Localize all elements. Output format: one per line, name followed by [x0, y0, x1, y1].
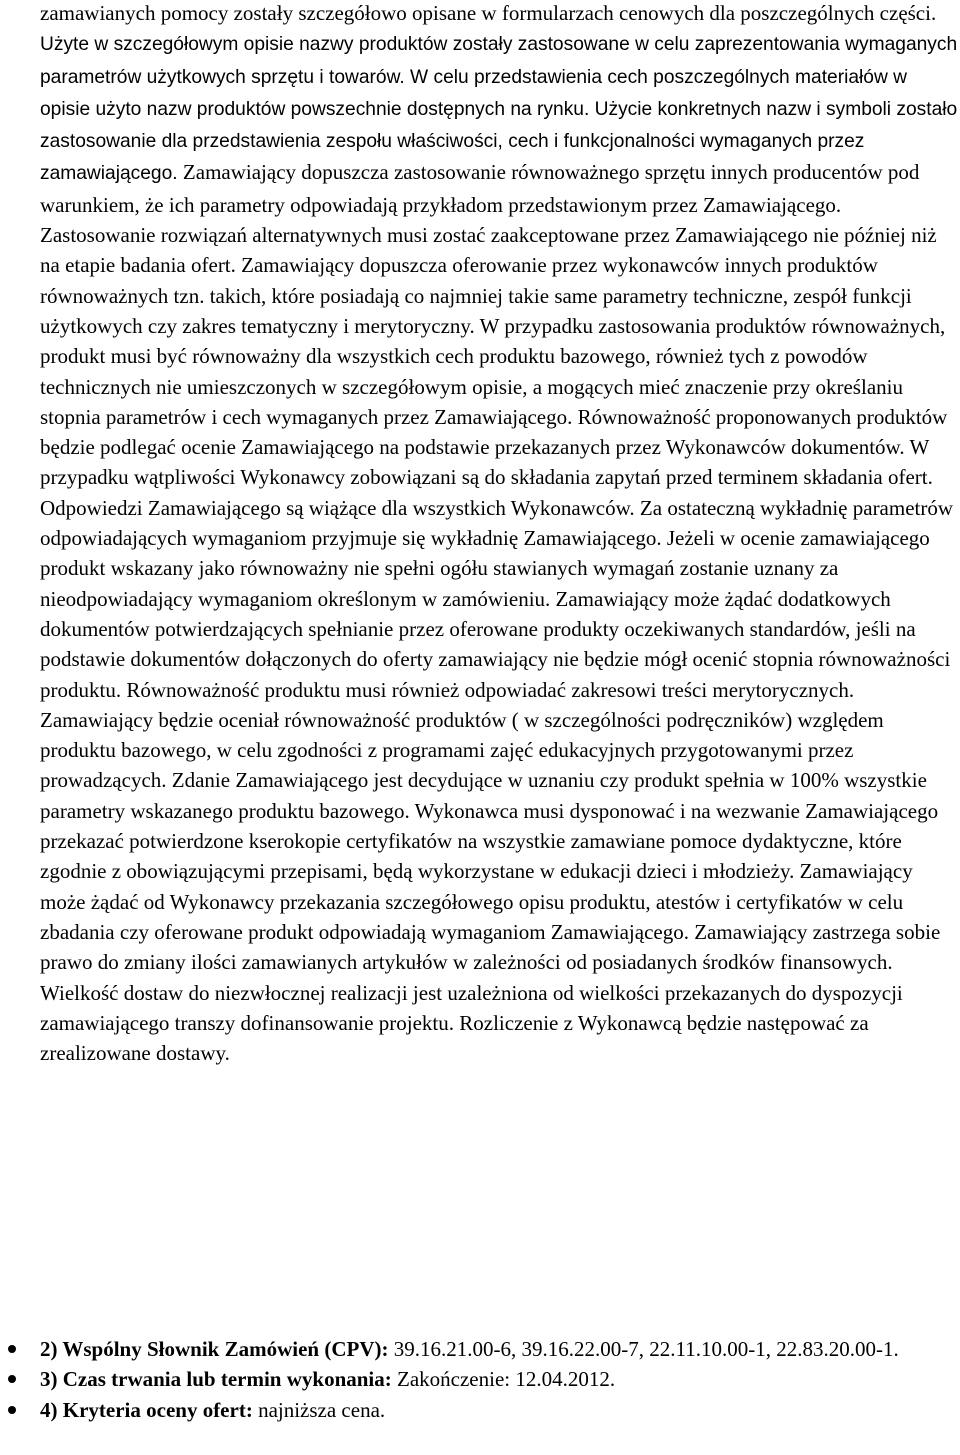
list-item-cpv [0, 1334, 945, 1364]
list-item-label: 2) Wspólny Słownik Zamówień (CPV): [40, 1337, 389, 1361]
bullet-icon [8, 1406, 16, 1414]
bullet-icon [8, 1345, 16, 1353]
list-item-value: najniższa cena. [252, 1397, 386, 1422]
requirements-list [0, 1334, 960, 1425]
list-item-label: 3) Czas trwania lub termin wykonania: [40, 1367, 392, 1392]
list-item-duration [0, 1364, 945, 1394]
list-item-criteria [0, 1395, 945, 1425]
bullet-icon [8, 1375, 16, 1383]
list-item-label: 4) Kryteria oceny ofert: [40, 1397, 253, 1422]
list-item-value: Zakończenie: 12.04.2012. [391, 1367, 616, 1392]
list-item-value: 39.16.21.00-6, 39.16.22.00-7, 22.11.10.00-1, 22.83.20.00-1. [388, 1337, 899, 1361]
body-paragraph [40, 0, 960, 1068]
paragraph-segment: Zamawiający dopuszcza zastosowanie równoważnego sprzętu innych producentów pod warunkiem, że ich parametry odpowiadają przykładom przedstawionym przez Zamawiającego. Zastosowanie rozwiązań alternatywnych musi zostać zaakceptowane przez Zamawiającego nie później niż na etapie badania ofert. Zamawiający dopuszcza oferowanie przez wykonawców innych produktów równoważnych tzn. takich, które posiadają co najmniej takie same parametry techniczne, zespół funkcji użytkowych czy zakres tematyczny i merytoryczny. W przypadku zastosowania produktów równoważnych, produkt musi być równoważny dla wszystkich cech produktu bazowego, również tych z powodów technicznych nie umieszczonych w szczegółowym opisie, a mogących mieć znaczenie przy określaniu stopnia parametrów i cech wymaganych przez Zamawiającego. Równoważność proponowanych produktów będzie podlegać ocenie Zamawiającego na podstawie przekazanych przez Wykonawców dokumentów. W przypadku wątpliwości Wykonawcy zobowiązani są do składania zapytań przed terminem składania ofert. Odpowiedzi Zamawiającego są wiążące dla wszystkich Wykonawców. Za ostateczną wykładnię parametrów odpowiadających wymaganiom przyjmuje się wykładnię Zamawiającego. Jeżeli w ocenie zamawiającego produkt wskazany jako równoważny nie spełni ogółu stawianych wymagań zostanie uznany za nieodpowiadający wymaganiom określonym w zamówieniu. Zamawiający może żądać dodatkowych dokumentów potwierdzających spełnianie przez oferowane produkty oczekiwanych standardów, jeśli na podstawie dokumentów dołączonych do oferty zamawiający nie będzie mógł ocenić stopnia równoważności produktu. Równoważność produktu musi również odpowiadać zakresowi treści merytorycznych. Zamawiający będzie oceniał równoważność produktów ( w szczególności podręczników) względem produktu bazowego, w celu zgodności z programami zajęć edukacyjnych przygotowanymi przez prowadzących. Zdanie Zamawiającego jest decydujące w uznaniu czy produkt spełnia w 100% wszystkie parametry wskazanego produktu bazowego. Wykonawca musi dysponować i na wezwanie Zamawiającego przekazać potwierdzone kserokopie certyfikatów na wszystkie zamawiane pomoce dydaktyczne, które zgodnie z obowiązującymi przepisami, będą wykorzystane w edukacji dzieci i młodzieży. Zamawiający może żądać od Wykonawcy przekazania szczegółowego opisu produktu, atestów i certyfikatów w celu zbadania czy oferowane produkt odpowiadają wymaganiom Zamawiającego. Zamawiający zastrzega sobie prawo do zmiany ilości zamawianych artykułów w zależności od posiadanych środków finansowych. Wielkość dostaw do niezwłocznej realizacji jest uzależniona od wielkości przekazanych do dyspozycji zamawiającego transzy dofinansowanie projektu. Rozliczenie z Wykonawcą będzie następować za zrealizowane dostawy. [40, 160, 954, 1066]
paragraph-segment: Użyte w szczegółowym opisie nazwy produktów zostały zastosowane w celu zaprezentowania wymaganych parametrów użytkowych sprzętu i towarów. W celu przedstawienia cech poszczególnych materiałów w opisie użyto nazw produktów powszechnie dostępnych na rynku. Użycie konkretnych nazw i symboli zostało zastosowanie dla przedstawienia zespołu właściwości, cech i funkcjonalności wymaganych przez zamawiającego. [40, 34, 958, 185]
paragraph-segment: zamawianych pomocy zostały szczegółowo opisane w formularzach cenowych dla poszczególnych części. [40, 1, 937, 25]
